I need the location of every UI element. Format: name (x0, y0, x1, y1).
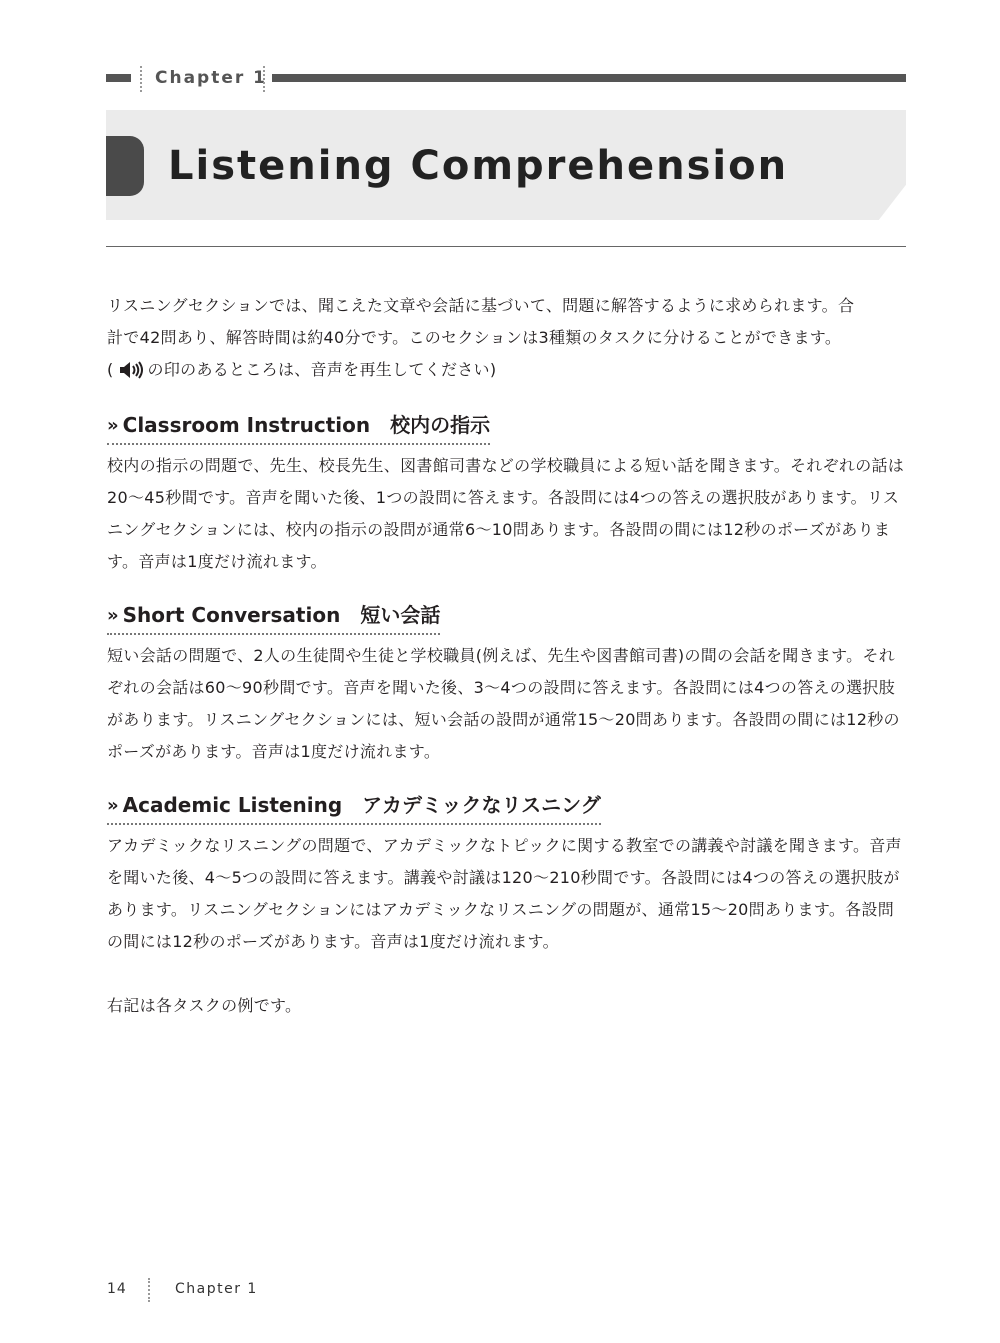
section-heading-academic-listening (107, 791, 601, 825)
chapter-bar-left (106, 74, 131, 82)
title-tab-marker (106, 136, 144, 196)
intro-paragraph (107, 290, 907, 390)
section-title-en: Short Conversation (122, 603, 341, 627)
intro-line: 計で42問あり、解答時間は約40分です。このセクションは3種類のタスクに分けることができます。 (107, 328, 842, 347)
intro-line: リスニングセクションでは、聞こえた文章や会話に基づいて、問題に解答するように求められます。合 (107, 296, 855, 315)
title-rule (106, 246, 906, 247)
chevron-right-icon: » (107, 415, 119, 436)
page-number: 14 (107, 1281, 127, 1297)
section-heading-classroom-instruction (107, 411, 490, 445)
example-note: 右記は各タスクの例です。 (107, 996, 302, 1015)
chevron-right-icon: » (107, 605, 119, 626)
section-title-en: Classroom Instruction (122, 413, 371, 437)
page-title: Listening Comprehension (168, 143, 789, 189)
intro-paren: ( (107, 360, 114, 379)
chapter-label: Chapter 1 (155, 68, 268, 88)
section-body-academic-listening: アカデミックなリスニングの問題で、アカデミックなトピックに関する教室での講義や討議を聞きます。音声を聞いた後、4〜5つの設問に答えます。講義や討議は120〜210秒間です。各設問には4つの答えの選択肢があります。リスニングセクションにはアカデミックなリスニングの問題が、通常15〜20問あります。各設問の間には12秒のポーズがあります。音声は1度だけ流れます。 (107, 836, 902, 951)
chapter-bar-right (272, 74, 906, 82)
chapter-divider (140, 66, 142, 92)
section-body-classroom-instruction: 校内の指示の問題で、先生、校長先生、図書館司書などの学校職員による短い話を聞きます。それぞれの話は20〜45秒間です。音声を聞いた後、1つの設問に答えます。各設問には4つの答えの選択肢があります。リスニングセクションには、校内の指示の設問が通常6〜10問あります。各設問の間には12秒のポーズがあります。音声は1度だけ流れます。 (107, 456, 905, 571)
speaker-icon (118, 358, 144, 390)
footer-chapter-label: Chapter 1 (175, 1281, 258, 1297)
section-title-ja: アカデミックなリスニング (362, 793, 601, 817)
section-heading-short-conversation (107, 601, 440, 635)
chevron-right-icon: » (107, 795, 119, 816)
intro-line-text: の印のあるところは、音声を再生してください) (147, 360, 497, 379)
intro-line (107, 354, 907, 390)
section-title-ja: 校内の指示 (390, 413, 491, 437)
section-title-en: Academic Listening (122, 793, 343, 817)
section-title-ja: 短い会話 (360, 603, 441, 627)
footer-divider (148, 1278, 150, 1302)
chapter-divider (263, 66, 265, 92)
section-body-short-conversation: 短い会話の問題で、2人の生徒間や生徒と学校職員(例えば、先生や図書館司書)の間の会話を聞きます。それぞれの会話は60〜90秒間です。音声を聞いた後、3〜4つの設問に答えます。各設問には4つの答えの選択肢があります。リスニングセクションには、短い会話の設問が通常15〜20問あります。各設問の間には12秒のポーズがあります。音声は1度だけ流れます。 (107, 646, 900, 761)
